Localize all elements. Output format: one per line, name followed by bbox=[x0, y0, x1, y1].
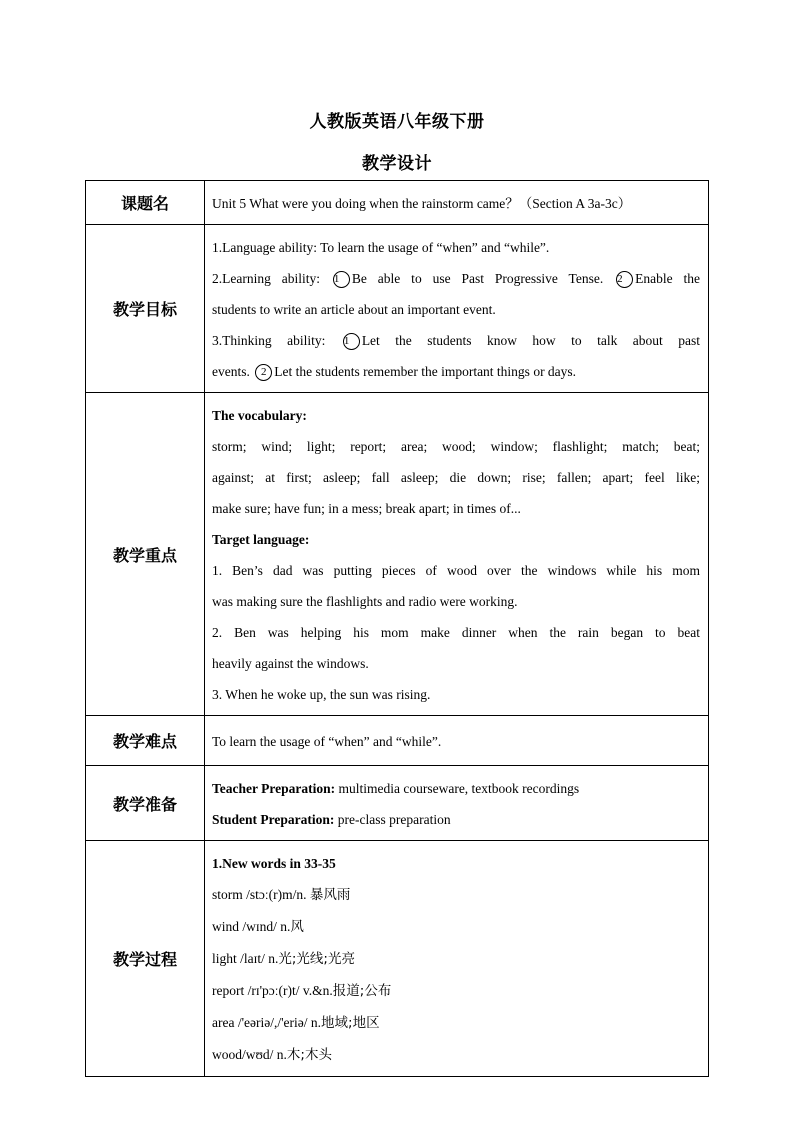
table-row-preparation bbox=[86, 766, 709, 841]
difficulties-cell bbox=[205, 716, 709, 766]
lesson-plan-table bbox=[85, 180, 709, 1077]
target-sentence-2a: 2. Ben was helping his mom make dinner when the rain began to beat bbox=[212, 625, 700, 640]
teacher-preparation-text: multimedia courseware, textbook recordings bbox=[338, 781, 580, 796]
difficulties-text: To learn the usage of “when” and “while”. bbox=[212, 734, 442, 749]
objective-line-4-a: 3.Thinking ability: bbox=[212, 333, 326, 348]
document-subtitle: 教学设计 bbox=[362, 154, 432, 174]
preparation-cell bbox=[205, 766, 709, 841]
row-label-key-points: 教学重点 bbox=[86, 393, 205, 716]
word-storm-en: storm /stɔː(r)m/n. bbox=[212, 887, 307, 902]
objective-line-4 bbox=[212, 325, 700, 356]
student-preparation-line bbox=[212, 804, 700, 835]
document-title: 人教版英语八年级下册 bbox=[309, 112, 485, 132]
word-wood-cn: 木;木头 bbox=[286, 1047, 332, 1063]
objectives-cell bbox=[205, 225, 709, 393]
row-label-process: 教学过程 bbox=[86, 841, 205, 1077]
target-sentence-1a: 1. Ben’s dad was putting pieces of wood over the windows while his mom bbox=[212, 563, 700, 578]
word-entry-wind bbox=[212, 911, 700, 943]
word-area-cn: 地域;地区 bbox=[321, 1015, 380, 1031]
process-cell bbox=[205, 841, 709, 1077]
teacher-preparation-label: Teacher Preparation: bbox=[212, 781, 336, 796]
circled-number-2: 2 bbox=[616, 271, 633, 288]
table-row-process bbox=[86, 841, 709, 1077]
word-wood-en: wood/wʊd/ n. bbox=[212, 1047, 287, 1062]
word-light-cn: 光;光线;光亮 bbox=[278, 951, 355, 967]
teacher-preparation-line bbox=[212, 773, 700, 804]
objective-line-4-b: Let the students know how to talk about past bbox=[361, 333, 701, 348]
student-preparation-text: pre-class preparation bbox=[337, 812, 451, 827]
vocabulary-line-2: against; at first; asleep; fall asleep; die down; rise; fallen; apart; feel like; bbox=[212, 470, 700, 485]
table-row-objectives bbox=[86, 225, 709, 393]
objective-line-2-b: Be able to use Past Progressive Tense. bbox=[351, 271, 604, 286]
objective-line-2-a: 2.Learning ability: bbox=[212, 271, 320, 286]
word-wind-en: wind /wɪnd/ n. bbox=[212, 919, 291, 934]
topic-cell bbox=[205, 181, 709, 225]
vocabulary-heading: The vocabulary: bbox=[212, 408, 307, 423]
word-entry-light bbox=[212, 943, 700, 975]
objective-line-5-a: events. bbox=[212, 364, 250, 379]
table-row-topic bbox=[86, 181, 709, 225]
topic-text: Unit 5 What were you doing when the rainstorm came？（Section A 3a-3c） bbox=[212, 196, 632, 211]
word-entry-area bbox=[212, 1007, 700, 1039]
target-language-heading: Target language: bbox=[212, 532, 310, 547]
objective-line-1: 1.Language ability: To learn the usage of “when” and “while”. bbox=[212, 240, 550, 255]
target-sentence-1b: was making sure the flashlights and radio were working. bbox=[212, 594, 518, 609]
table-row-key-points bbox=[86, 393, 709, 716]
table-row-difficulties bbox=[86, 716, 709, 766]
row-label-topic: 课题名 bbox=[86, 181, 205, 225]
circled-number-1: 1 bbox=[343, 333, 360, 350]
new-words-heading: 1.New words in 33-35 bbox=[212, 856, 336, 871]
objective-line-2 bbox=[212, 263, 700, 294]
row-label-objectives: 教学目标 bbox=[86, 225, 205, 393]
word-report-cn: 报道;公布 bbox=[332, 983, 392, 999]
circled-number-2: 2 bbox=[255, 364, 272, 381]
row-label-difficulties: 教学难点 bbox=[86, 716, 205, 766]
word-report-en: report /rɪ'pɔː(r)t/ v.&n. bbox=[212, 983, 333, 998]
objective-line-5-b: Let the students remember the important things or days. bbox=[274, 364, 577, 379]
word-light-en: light /laɪt/ n. bbox=[212, 951, 279, 966]
word-entry-report bbox=[212, 975, 700, 1007]
student-preparation-label: Student Preparation: bbox=[212, 812, 335, 827]
objective-line-2-c: Enable the bbox=[635, 271, 700, 286]
objective-line-3: students to write an article about an important event. bbox=[212, 302, 496, 317]
word-entry-wood bbox=[212, 1039, 700, 1071]
circled-number-1: 1 bbox=[333, 271, 350, 288]
target-sentence-2b: heavily against the windows. bbox=[212, 656, 369, 671]
word-wind-cn: 风 bbox=[290, 919, 304, 935]
word-entry-storm bbox=[212, 879, 700, 911]
vocabulary-line-3: make sure; have fun; in a mess; break apart; in times of... bbox=[212, 501, 521, 516]
target-sentence-3: 3. When he woke up, the sun was rising. bbox=[212, 687, 431, 702]
vocabulary-line-1: storm; wind; light; report; area; wood; window; flashlight; match; beat; bbox=[212, 439, 700, 454]
objective-line-5 bbox=[212, 356, 700, 387]
key-points-cell bbox=[205, 393, 709, 716]
word-area-en: area /'eəriə/,/'eriə/ n. bbox=[212, 1015, 322, 1030]
row-label-preparation: 教学准备 bbox=[86, 766, 205, 841]
word-storm-cn: 暴风雨 bbox=[309, 887, 351, 903]
